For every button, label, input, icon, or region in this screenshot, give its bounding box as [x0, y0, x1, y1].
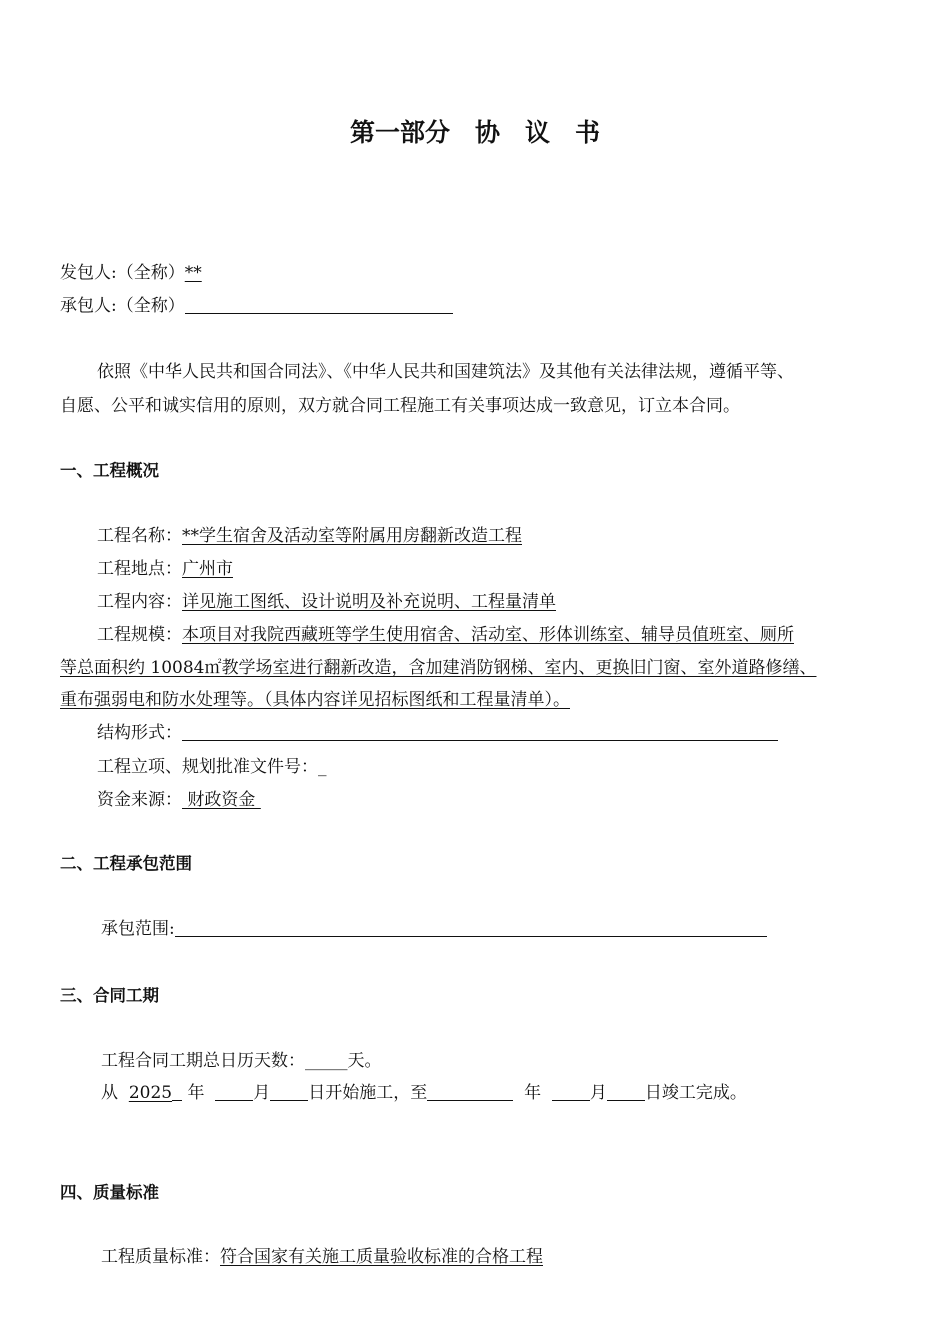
- project-name-line: [97, 525, 522, 547]
- contractor-line: [60, 295, 453, 317]
- start-day-label: 日开始施工，至: [308, 1083, 428, 1103]
- quality-value: 符合国家有关施工质量验收标准的合格工程: [220, 1247, 543, 1267]
- page-title: 第一部分 协 议 书: [349, 118, 600, 147]
- duration-days: _____: [305, 1051, 348, 1071]
- start-month-blank: [215, 1082, 253, 1101]
- project-name-value: **学生宿舍及活动室等附属用房翻新改造工程: [182, 526, 522, 546]
- project-location-value: 广州市: [182, 559, 233, 579]
- project-scale-line-1: [97, 624, 794, 646]
- contractor-label: 承包人:（全称）: [60, 296, 185, 316]
- project-content-line: [97, 591, 556, 613]
- start-year: 2025: [128, 1083, 173, 1103]
- section-4-heading: 四、质量标准: [60, 1183, 159, 1202]
- schedule-from: 从: [101, 1083, 118, 1103]
- structure-line: [97, 722, 778, 744]
- intro-line-1: 依照《中华人民共和国合同法》、《中华人民共和国建筑法》及其他有关法律法规，遵循平等、: [97, 362, 794, 382]
- scope-label: 承包范围:: [101, 919, 175, 939]
- end-day-blank: [607, 1082, 645, 1101]
- section-2-heading: 二、工程承包范围: [60, 854, 192, 873]
- project-content-label: 工程内容：: [97, 592, 182, 612]
- end-year-blank: [427, 1082, 513, 1101]
- quality-line: [101, 1246, 543, 1268]
- project-content-value: 详见施工图纸、设计说明及补充说明、工程量清单: [182, 592, 556, 612]
- section-3-heading: 三、合同工期: [60, 986, 159, 1005]
- project-scale-line-3: [60, 689, 570, 711]
- intro-line-2: 自愿、公平和诚实信用的原则，双方就合同工程施工有关事项达成一致意见，订立本合同。: [60, 396, 740, 416]
- project-scale-text-2: 等总面积约 10084㎡教学场室进行翻新改造，含加建消防钢梯、室内、更换旧门窗、室外道路修缮、: [60, 658, 817, 678]
- funding-label: 资金来源：: [97, 790, 182, 810]
- funding-line: [97, 789, 261, 811]
- funding-value: 财政资金: [182, 790, 261, 810]
- end-month-label: 月: [589, 1083, 607, 1103]
- start-year-label: 年: [187, 1083, 205, 1103]
- project-location-line: [97, 558, 233, 580]
- employer-label: 发包人:（全称）: [60, 263, 185, 283]
- duration-unit: 天。: [347, 1051, 382, 1071]
- project-scale-text-1: 本项目对我院西藏班等学生使用宿舍、活动室、形体训练室、辅导员值班室、厕所: [182, 625, 794, 645]
- approval-line: [97, 756, 327, 778]
- employer-value: **: [184, 263, 202, 283]
- end-month-blank: [552, 1082, 590, 1101]
- project-scale-text-3: 重布强弱电和防水处理等。（具体内容详见招标图纸和工程量清单）。: [60, 690, 570, 710]
- duration-label: 工程合同工期总日历天数：: [101, 1051, 305, 1071]
- employer-line: [60, 262, 202, 284]
- start-month-label: 月: [253, 1083, 271, 1103]
- project-scale-line-2: [60, 657, 816, 679]
- structure-label: 结构形式：: [97, 723, 182, 743]
- schedule-line: [101, 1082, 747, 1104]
- project-scale-label: 工程规模：: [97, 625, 182, 645]
- end-year-label: 年: [524, 1083, 542, 1103]
- duration-line: [101, 1050, 382, 1072]
- quality-label: 工程质量标准：: [101, 1247, 220, 1267]
- approval-value: _: [318, 757, 327, 777]
- structure-blank: [182, 722, 778, 741]
- project-location-label: 工程地点：: [97, 559, 182, 579]
- scope-line: [101, 918, 767, 940]
- scope-blank: [175, 918, 767, 937]
- start-year-pad: [172, 1082, 182, 1101]
- end-day-label: 日竣工完成。: [644, 1083, 747, 1103]
- project-name-label: 工程名称：: [97, 526, 182, 546]
- approval-label: 工程立项、规划批准文件号：: [97, 757, 318, 777]
- section-1-heading: 一、工程概况: [60, 461, 159, 480]
- start-day-blank: [270, 1082, 308, 1101]
- contractor-blank: [185, 295, 453, 314]
